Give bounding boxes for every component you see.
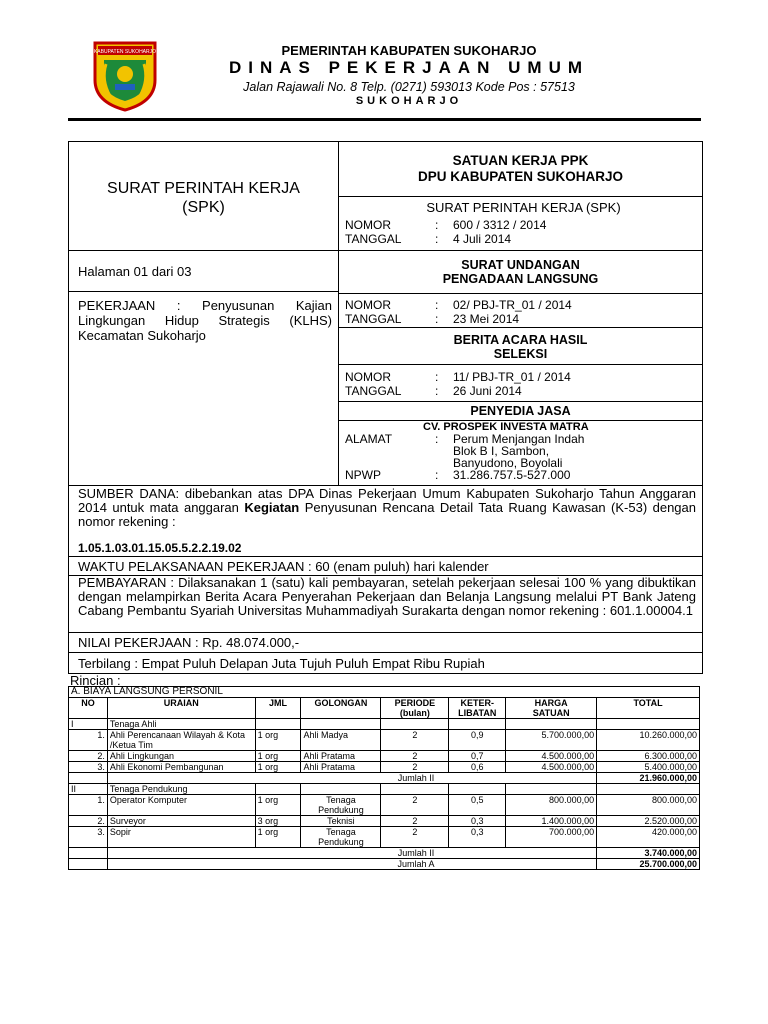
spk-title-cell [68, 141, 339, 251]
undangan-line2: PENGADAAN LANGSUNG [442, 272, 599, 286]
pembayaran-cell [68, 575, 703, 633]
nilai-text: NILAI PEKERJAAN : Rp. 48.074.000,- [78, 635, 300, 650]
terbilang-cell [68, 652, 703, 674]
total-value: 25.700.000,00 [597, 859, 700, 870]
waktu-text: WAKTU PELAKSANAAN PEKERJAAN : 60 (enam puluh) hari kalender [78, 559, 489, 574]
subtotal-value: 21.960.000,00 [597, 773, 700, 784]
spk-number-cell: SURAT PERINTAH KERJA (SPK) NOMOR : 600 / 3312 / 2014 TANGGAL : 4 Juli 2014 [338, 196, 703, 251]
label-npwp: NPWP [345, 468, 381, 482]
header-jml: JML [255, 698, 301, 719]
total-row: Jumlah A 25.700.000,00 [69, 859, 700, 870]
ba-line2: SELEKSI [493, 347, 548, 361]
department-name: DINAS PEKERJAAN UMUM [228, 58, 590, 77]
table-row: 1. Operator Komputer 1 org Tenaga Pendukung 2 0,5 800.000,00 800.000,00 [69, 795, 700, 816]
terbilang-text: Terbilang : Empat Puluh Delapan Juta Tujuh Puluh Empat Ribu Rupiah [78, 656, 485, 671]
label-nomor: NOMOR [345, 218, 391, 232]
label-alamat: ALAMAT [345, 432, 393, 446]
spk-nomor: 600 / 3312 / 2014 [453, 218, 547, 232]
penyedia-title-cell [338, 401, 703, 421]
penyedia-title: PENYEDIA JASA [470, 404, 571, 418]
ba-tanggal: 26 Juni 2014 [453, 384, 522, 398]
label-tanggal: TANGGAL [345, 232, 402, 246]
spk-label: SURAT PERINTAH KERJA (SPK) [426, 200, 621, 215]
table-row: 3. Sopir 1 org Tenaga Pendukung 2 0,3 700.000,00 420.000,00 [69, 827, 700, 848]
ba-line1: BERITA ACARA HASIL [453, 333, 588, 347]
header-uraian: URAIAN [107, 698, 255, 719]
undangan-title-cell [338, 250, 703, 294]
table-row: 2. Surveyor 3 org Teknisi 2 0,3 1.400.000,00 2.520.000,00 [69, 816, 700, 827]
page-number-cell [68, 250, 339, 292]
alamat-line1: Perum Menjangan Indah [453, 432, 585, 446]
alamat-line3: Banyudono, Boyolali [453, 456, 563, 470]
rekening-number: 1.05.1.03.01.15.05.5.2.2.19.02 [78, 541, 242, 555]
waktu-cell [68, 556, 703, 576]
undangan-line1: SURAT UNDANGAN [461, 258, 580, 272]
penyedia-name: CV. PROSPEK INVESTA MATRA [423, 421, 589, 433]
group-row: II Tenaga Pendukung [69, 784, 700, 795]
header-rule [68, 118, 701, 121]
sumber-dana-cell [68, 485, 703, 557]
pembayaran-text: PEMBAYARAN : Dilaksanakan 1 (satu) kali pembayaran, setelah pekerjaan selesai 100 % yang dibuktikan dengan melampirkan Berita Acara Penyerahan Pekerjaan dan Belanja Langsung melalui PT Bank Jateng Cabang Pembantu Syariah Universitas Muhammadiyah Surakarta dengan nomor rekening : 601.1.00004.1 [78, 575, 696, 618]
pekerjaan-cell [68, 291, 339, 486]
rincian-table-wrap [68, 686, 700, 870]
undangan-number-cell: NOMOR : 02/ PBJ-TR_01 / 2014 TANGGAL : 23 Mei 2014 [338, 293, 703, 328]
undangan-nomor: 02/ PBJ-TR_01 / 2014 [453, 298, 572, 312]
penyedia-detail-cell: CV. PROSPEK INVESTA MATRA ALAMAT : Perum Menjangan Indah Blok B I, Sambon, Banyudono, Boyolali NPWP : 31.286.757.5-527.000 [338, 420, 703, 486]
satker-cell [338, 141, 703, 197]
group-row: I Tenaga Ahli [69, 719, 700, 730]
satker-line1: SATUAN KERJA PPK [452, 153, 589, 168]
satker-line2: DPU KABUPATEN SUKOHARJO [417, 169, 623, 184]
table-row: 2. Ahli Lingkungan 1 org Ahli Pratama 2 0,7 4.500.000,00 6.300.000,00 [69, 751, 700, 762]
section-title: A. BIAYA LANGSUNG PERSONIL [69, 687, 700, 698]
header-golongan: GOLONGAN [301, 698, 381, 719]
ba-nomor: 11/ PBJ-TR_01 / 2014 [453, 370, 571, 384]
ba-title-cell [338, 327, 703, 365]
header-keterlibatan: KETER- LIBATAN [449, 698, 506, 719]
sumber-dana-text2: Penyusunan Rencana Detail Tata Ruang Kawasan (K-53) dengan nomor rekening : [78, 500, 696, 529]
sumber-dana-text1: SUMBER DANA: dibebankan atas DPA Dinas Pekerjaan Umum Kabupaten Sukoharjo Tahun Anggaran 2014 untuk mata anggaran [78, 486, 696, 515]
nilai-cell [68, 632, 703, 653]
header-harga-satuan: HARGA SATUAN [506, 698, 597, 719]
header-no: NO [69, 698, 108, 719]
npwp-value: 31.286.757.5-527.000 [453, 468, 571, 482]
header-periode: PERIODE (bulan) [381, 698, 449, 719]
spk-tanggal: 4 Juli 2014 [453, 232, 512, 246]
pekerjaan-text: PEKERJAAN : Penyusunan Kajian Lingkungan Hidup Strategis (KLHS) Kecamatan Sukoharjo [78, 298, 332, 343]
rincian-label: Rincian : [70, 673, 121, 688]
ba-number-cell: NOMOR : 11/ PBJ-TR_01 / 2014 TANGGAL : 26 Juni 2014 [338, 364, 703, 402]
page-number: Halaman 01 dari 03 [78, 264, 192, 279]
table-row: 3. Ahli Ekonomi Pembangunan 1 org Ahli Pratama 2 0,6 4.500.000,00 5.400.000,00 [69, 762, 700, 773]
subtotal-row: Jumlah II 3.740.000,00 [69, 848, 700, 859]
government-name: PEMERINTAH KABUPATEN SUKOHARJO [281, 43, 537, 58]
rincian-table [68, 686, 700, 870]
alamat-line2: Blok B I, Sambon, [453, 444, 550, 458]
undangan-tanggal: 23 Mei 2014 [453, 312, 520, 326]
table-row: 1. Ahli Perencanaan Wilayah & Kota /Ketua Tim 1 org Ahli Madya 2 0,9 5.700.000,00 10.260.000,00 [69, 730, 700, 751]
table-header-row [69, 698, 700, 719]
header-total: TOTAL [597, 698, 700, 719]
subtotal-row: Jumlah II 21.960.000,00 [69, 773, 700, 784]
spk-title-line2: (SPK) [182, 199, 225, 216]
sumber-dana-kegiatan: Kegiatan [244, 500, 300, 515]
subtotal-value: 3.740.000,00 [597, 848, 700, 859]
spk-title-line1: SURAT PERINTAH KERJA [107, 180, 300, 197]
department-address: Jalan Rajawali No. 8 Telp. (0271) 593013 Kode Pos : 57513 [243, 80, 575, 94]
city-name: SUKOHARJO [355, 95, 463, 107]
logo-text: KABUPATEN SUKOHARJO [93, 49, 157, 55]
